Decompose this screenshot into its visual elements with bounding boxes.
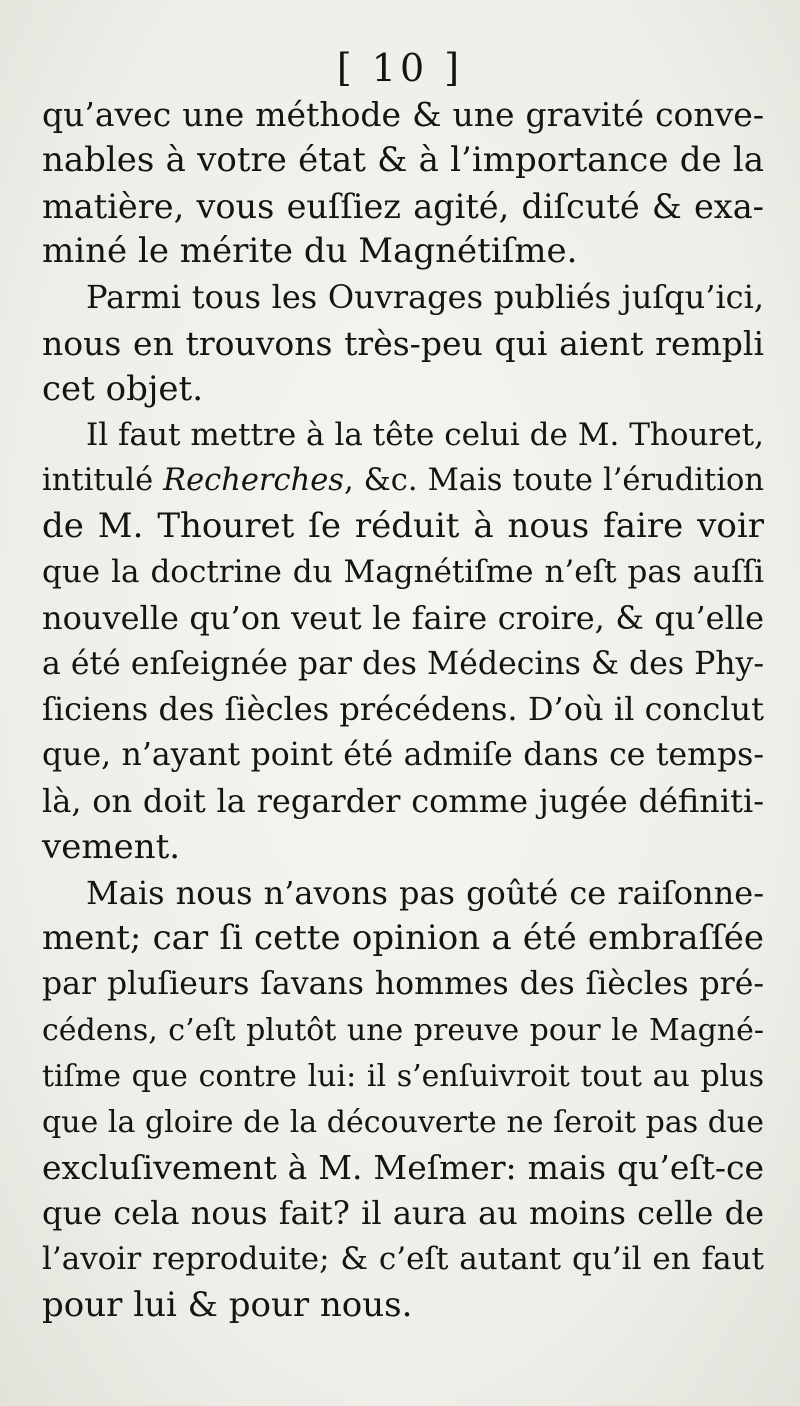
- text-line: l’avoir reproduite; & c’eſt autant qu’il en faut: [42, 1240, 764, 1277]
- text-line: nous en trouvons très-peu qui aient rempli: [42, 323, 764, 363]
- text-line: Il faut mettre à la tête celui de M. Thouret,: [86, 416, 764, 453]
- paragraph-3: [42, 413, 764, 871]
- book-title-italic: Recherches: [163, 463, 344, 499]
- text-line: ment; car ſi cette opinion a été embraſſée: [42, 918, 764, 959]
- text-line: ſiciens des ſiècles précédens. D’où il conclut: [42, 690, 764, 729]
- paragraph-2: [42, 275, 764, 412]
- text-line: [42, 458, 764, 504]
- text-line: qu’avec une méthode & une gravité conve-: [42, 95, 764, 134]
- text-line: tiſme que contre lui: il s’enſuivroit tout au plus: [42, 1058, 764, 1094]
- text-line: que, n’ayant point été admiſe dans ce temps-: [42, 737, 764, 774]
- paragraph-4: [42, 871, 764, 1329]
- text-segment: intitulé: [42, 463, 154, 499]
- text-line: cédens, c’eſt plutôt une preuve pour le Magné-: [42, 1012, 764, 1048]
- text-line: nables à votre état & à l’importance de la: [42, 139, 764, 180]
- text-line: Parmi tous les Ouvrages publiés juſqu’ici,: [86, 278, 764, 317]
- text-line: a été enſeignée par des Médecins & des Phy-: [42, 645, 764, 682]
- text-line: nouvelle qu’on veut le faire croire, & qu’elle: [42, 598, 764, 637]
- text-line: que cela nous fait? il aura au moins celle de: [42, 1194, 764, 1233]
- text-line: excluſivement à M. Meſmer: mais qu’eſt-ce: [42, 1148, 764, 1188]
- text-line: matière, vous euſſiez agité, diſcuté & exa-: [42, 186, 764, 226]
- text-body: [42, 92, 764, 1329]
- text-line: cet objet.: [42, 368, 204, 409]
- text-segment: , &c. Mais toute l’érudition: [343, 463, 764, 499]
- text-line: que la doctrine du Magnétiſme n’eſt pas auſſi: [42, 553, 764, 590]
- text-line: par pluſieurs ſavans hommes des ſiècles pré-: [42, 966, 764, 1003]
- text-line: là, on doit la regarder comme jugée définiti-: [42, 781, 764, 820]
- page-number: [ 10 ]: [336, 46, 464, 90]
- paragraph-1: [42, 92, 764, 275]
- text-line: vement.: [42, 826, 181, 867]
- text-line: miné le mérite du Magnétiſme.: [42, 231, 578, 272]
- text-line: que la gloire de la découverte ne ſeroit pas due: [42, 1104, 764, 1140]
- text-line: Mais nous n’avons pas goûté ce raiſonne-: [86, 873, 764, 912]
- text-line: pour lui & pour nous.: [42, 1284, 413, 1325]
- text-line: de M. Thouret ſe réduit à nous faire voir: [42, 506, 764, 547]
